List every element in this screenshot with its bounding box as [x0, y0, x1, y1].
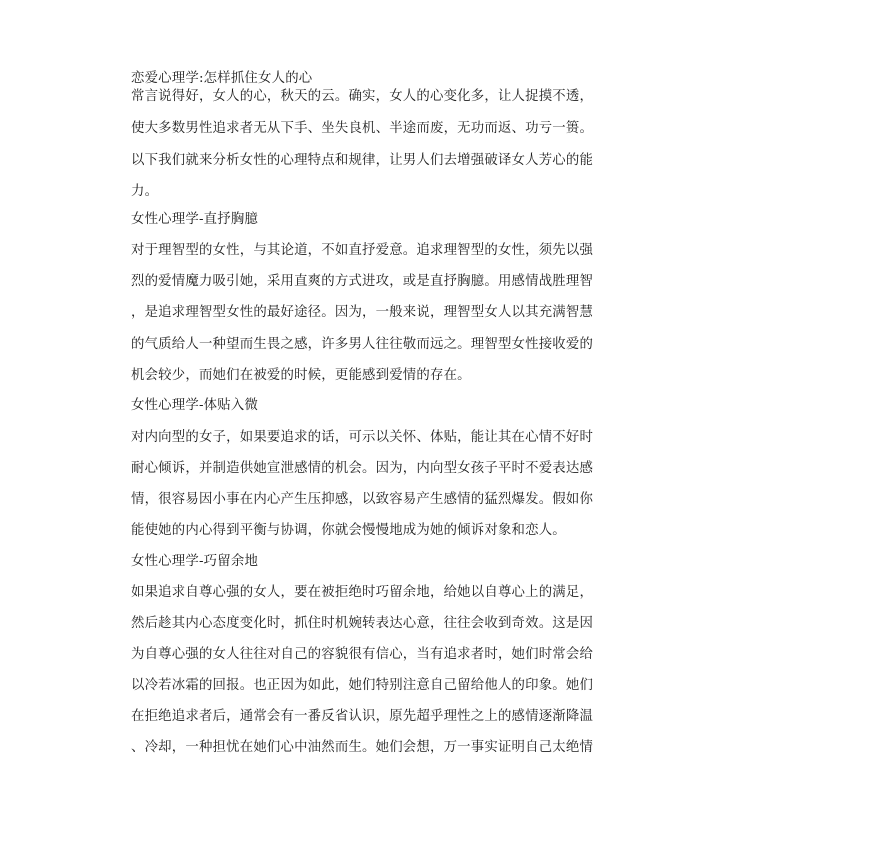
text-line: 能使她的内心得到平衡与协调，你就会慢慢地成为她的倾诉对象和恋人。 [131, 523, 566, 538]
text-line: 在拒绝追求者后，通常会有一番反省认识，原先超乎理性之上的感情逐渐降温 [131, 709, 594, 724]
document-title: 恋爱心理学:怎样抓住女人的心 [131, 71, 313, 86]
text-line: 对内向型的女子，如果要追求的话，可示以关怀、体贴，能让其在心情不好时 [131, 430, 594, 445]
text-line: 以下我们就来分析女性的心理特点和规律，让男人们去增强破译女人芳心的能 [131, 153, 594, 168]
text-line: 烈的爱情魔力吸引她，采用直爽的方式进攻，或是直抒胸臆。用感情战胜理智 [131, 274, 594, 289]
section-heading: 女性心理学-体贴入微 [131, 398, 259, 413]
text-line: 使大多数男性追求者无从下手、坐失良机、半途而废，无功而返、功亏一篑。 [131, 121, 594, 136]
text-line: ，是追求理智型女性的最好途径。因为，一般来说，理智型女人以其充满智慧 [131, 305, 594, 320]
text-line: 的气质给人一种望而生畏之感，许多男人往往敬而远之。理智型女性接收爱的 [131, 337, 594, 352]
section-heading: 女性心理学-巧留余地 [131, 554, 259, 569]
text-line: 机会较少，而她们在被爱的时候，更能感到爱情的存在。 [131, 368, 471, 383]
text-line: 以冷若冰霜的回报。也正因为如此，她们特别注意自己留给他人的印象。她们 [131, 678, 594, 693]
text-line: 力。 [131, 184, 159, 199]
text-line: 对于理智型的女性，与其论道，不如直抒爱意。追求理智型的女性，须先以强 [131, 243, 594, 258]
text-line: 然后趁其内心态度变化时，抓住时机婉转表达心意，往往会收到奇效。这是因 [131, 616, 594, 631]
section-heading: 女性心理学-直抒胸臆 [131, 212, 259, 227]
text-line: 耐心倾诉，并制造供她宣泄感情的机会。因为，内向型女孩子平时不爱表达感 [131, 461, 594, 476]
text-line: 常言说得好，女人的心，秋天的云。确实，女人的心变化多，让人捉摸不透， [131, 89, 594, 104]
text-line: 为自尊心强的女人往往对自己的容貌很有信心，当有追求者时，她们时常会给 [131, 647, 594, 662]
text-line: 、冷却，一种担忧在她们心中油然而生。她们会想，万一事实证明自己太绝情 [131, 740, 594, 755]
text-line: 如果追求自尊心强的女人，要在被拒绝时巧留余地，给她以自尊心上的满足， [131, 585, 594, 600]
text-line: 情，很容易因小事在内心产生压抑感，以致容易产生感情的猛烈爆发。假如你 [131, 492, 594, 507]
